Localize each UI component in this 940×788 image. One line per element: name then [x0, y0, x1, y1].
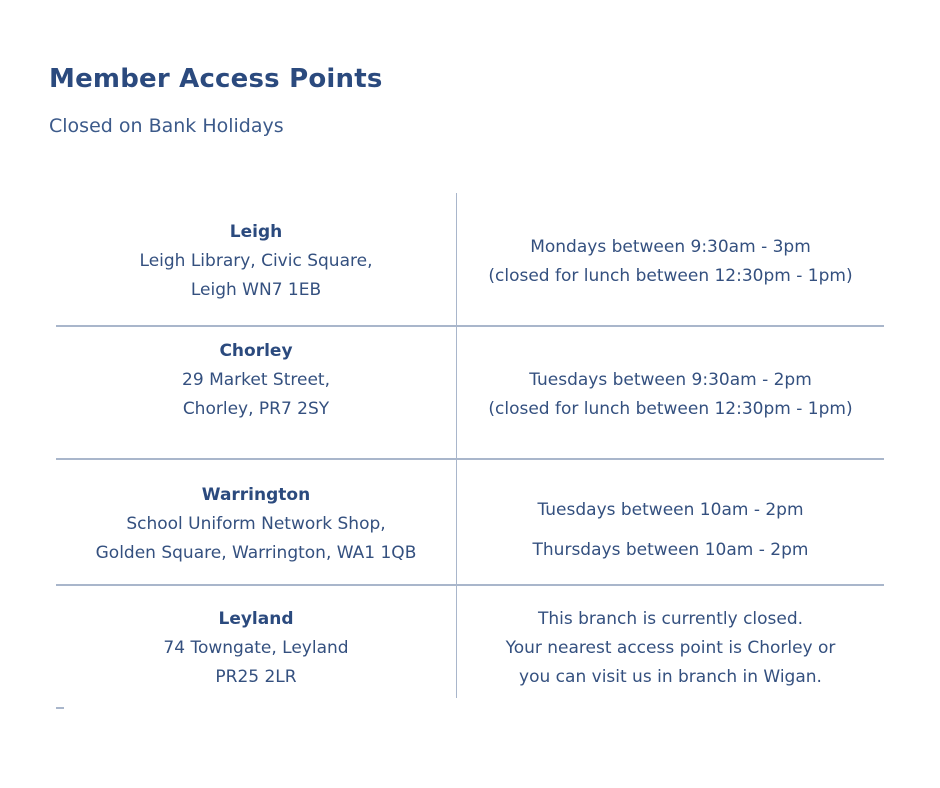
location-cell-warrington: [56, 481, 456, 568]
hours-cell-leigh: [457, 233, 884, 291]
location-name: Leigh: [229, 222, 283, 242]
address-line: 29 Market Street,: [182, 370, 330, 390]
location-name: Warrington: [201, 485, 311, 505]
hours-line: (closed for lunch between 12:30pm - 1pm): [488, 266, 853, 286]
row-divider: [56, 584, 884, 586]
hours-line: (closed for lunch between 12:30pm - 1pm): [488, 399, 853, 419]
location-cell-chorley: [56, 337, 456, 424]
hours-line: you can visit us in branch in Wigan.: [519, 667, 822, 687]
decorative-dash: [56, 707, 64, 709]
address-line: Golden Square, Warrington, WA1 1QB: [95, 543, 417, 563]
location-name: Leyland: [218, 609, 294, 629]
address-line: School Uniform Network Shop,: [126, 514, 386, 534]
hours-line: This branch is currently closed.: [537, 609, 804, 629]
hours-line: Thursdays between 10am - 2pm: [532, 540, 809, 560]
hours-cell-warrington: [457, 490, 884, 570]
hours-cell-leyland: [457, 605, 884, 692]
location-cell-leyland: [56, 605, 456, 692]
hours-line: Tuesdays between 9:30am - 2pm: [529, 370, 812, 390]
location-cell-leigh: [56, 218, 456, 305]
address-line: Leigh Library, Civic Square,: [139, 251, 373, 271]
hours-line: Mondays between 9:30am - 3pm: [530, 237, 811, 257]
address-line: 74 Towngate, Leyland: [163, 638, 349, 658]
hours-cell-chorley: [457, 366, 884, 424]
row-divider: [56, 325, 884, 327]
address-line: Leigh WN7 1EB: [190, 280, 322, 300]
hours-line: Tuesdays between 10am - 2pm: [537, 500, 804, 520]
row-divider: [56, 458, 884, 460]
page-subtitle: Closed on Bank Holidays: [49, 115, 284, 137]
hours-line: Your nearest access point is Chorley or: [505, 638, 836, 658]
address-line: PR25 2LR: [215, 667, 297, 687]
address-line: Chorley, PR7 2SY: [182, 399, 330, 419]
location-name: Chorley: [219, 341, 293, 361]
page-title: Member Access Points: [49, 64, 383, 94]
